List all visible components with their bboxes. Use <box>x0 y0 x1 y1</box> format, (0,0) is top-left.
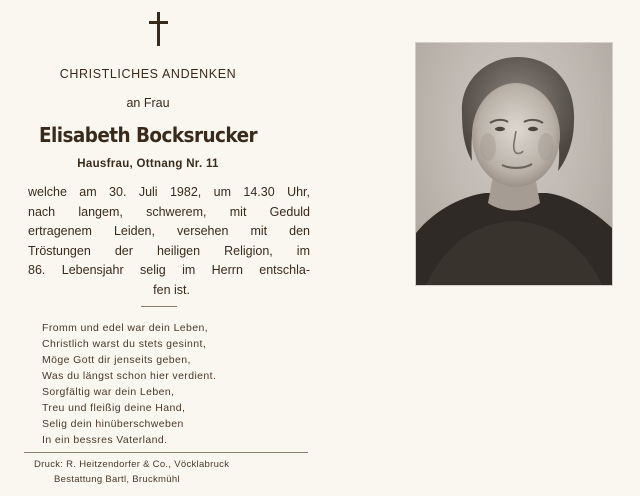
deceased-name: Elisabeth Bocksrucker <box>38 123 258 147</box>
footer-divider <box>24 452 308 453</box>
poem-line: Fromm und edel war dein Leben, <box>42 322 209 334</box>
poem-line: Christlich warst du stets gesinnt, <box>42 338 207 350</box>
obituary-line: welche am 30. Juli 1982, um 14.30 Uhr, <box>28 185 310 199</box>
portrait-illustration <box>416 43 612 285</box>
undertaker-credit: Bestattung Bartl, Bruckmühl <box>54 473 180 485</box>
obituary-line: Tröstungen der heiligen Religion, im <box>28 243 310 258</box>
poem-line: Was du längst schon hier verdient. <box>42 370 217 382</box>
poem-line: Möge Gott dir jenseits geben, <box>42 354 191 366</box>
obituary-text <box>28 183 310 301</box>
poem-line: Treu und fleißig deine Hand, <box>42 402 186 414</box>
portrait-photo <box>416 43 612 285</box>
card-heading: CHRISTLICHES ANDENKEN <box>59 67 237 81</box>
occupation-address: Hausfrau, Ottnang Nr. 11 <box>77 158 219 170</box>
poem-line: In ein bessres Vaterland. <box>42 434 168 446</box>
printer-credit: Druck: R. Heitzendorfer & Co., Vöcklabruck <box>34 459 230 470</box>
imprint <box>34 458 304 487</box>
poem-line: Sorgfältig war dein Leben, <box>42 386 175 398</box>
short-divider <box>141 306 177 307</box>
obituary-line: nach langem, schwerem, mit Geduld <box>28 204 310 219</box>
obituary-line: 86. Lebensjahr selig im Herrn entschla- <box>28 263 310 278</box>
salutation: an Frau <box>126 96 170 110</box>
poem-line: Selig dein hinüberschweben <box>42 418 184 430</box>
obituary-line: ertragenem Leiden, versehen mit den <box>28 224 310 239</box>
obituary-line: fen ist. <box>153 282 190 297</box>
latin-cross-icon <box>147 12 171 46</box>
memorial-poem <box>42 320 302 448</box>
